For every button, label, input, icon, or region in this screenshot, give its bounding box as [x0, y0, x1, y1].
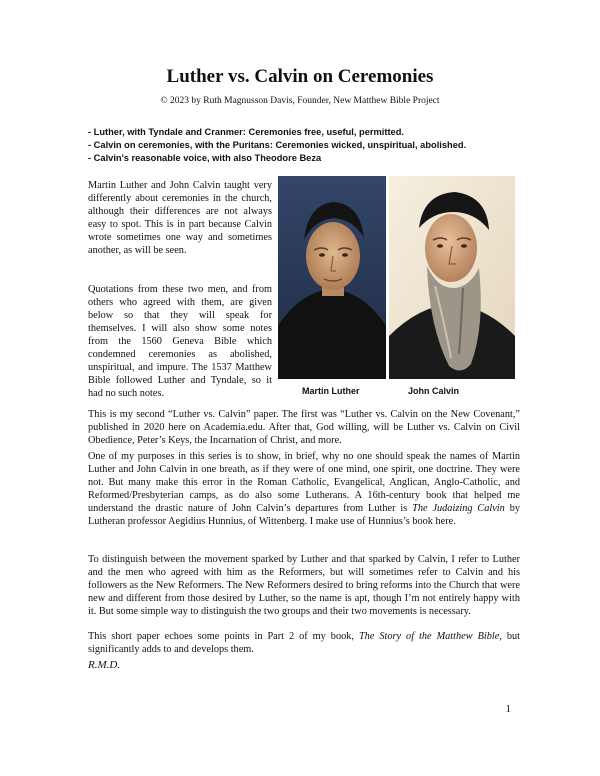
terminology-paragraph: To distinguish between the movement sparked by Luther and that sparked by Calvin, I refer to Luther and the men who agreed with him as the Reformers, but will sometimes refer to Calvin and his followers as the New Reformers. The New Reformers desired to bring reforms into the Church that were new and different from those desired by Luther, so the name is apt, though I’m not entirely happy with it. But some simple way to distinguish the two groups and their two movements is necessary. [88, 554, 520, 617]
summary-list [88, 126, 518, 165]
intro-paragraph: Martin Luther and John Calvin taught very differently about ceremonies in the church, although their differences are not always easy to spot. This is in part because Calvin wrote sometimes one way and sometimes another, as will be seen. [88, 180, 272, 256]
paper-title: Luther vs. Calvin on Ceremonies [166, 66, 434, 87]
luther-portrait [278, 176, 386, 379]
luther-portrait-image [278, 176, 386, 379]
purposes-text: One of my purposes in this series is to show, in brief, why no one should speak the names of Martin Luther and John Calvin in one breath, as if they were of one mind, one spirit, one doctrine. They were not. But many make this error in the Roman Catholic, Evangelical, Anglican, Anglo-Catholic, and Reformed/Presbyterian camps, as do also some Lutherans. A 16th-century book that helped me understand the drastic nature of John Calvin’s departures from Luther is [88, 451, 520, 514]
summary-item: - Luther, with Tyndale and Cranmer: Ceremonies free, useful, permitted. [88, 127, 404, 137]
copyright-line: © 2023 by Ruth Magnusson Davis, Founder, New Matthew Bible Project [160, 96, 440, 106]
calvin-portrait [389, 176, 515, 379]
summary-item: - Calvin on ceremonies, with the Puritans: Ceremonies wicked, unspiritual, abolished. [88, 140, 467, 150]
page-number: 1 [505, 703, 511, 715]
series-paragraph: This is my second “Luther vs. Calvin” paper. The first was “Luther vs. Calvin on the New Covenant,” published in 2020 here on Academia.edu. After that, God willing, will be Luther vs. Calvin on Civil Obedience, Peter’s Keys, the Incarnation of Christ, and more. [88, 409, 520, 446]
summary-item: - Calvin's reasonable voice, with also Theodore Beza [88, 153, 322, 163]
calvin-caption: John Calvin [408, 386, 460, 396]
quotations-paragraph: Quotations from these two men, and from others who agreed with them, are given below so that they will speak for themselves. I will also show some notes from the 1560 Geneva Bible which condemned ceremonies as abolished, unspiritual, and impure. The 1537 Matthew Bible followed Luther and Tyndale, so it had no such notes. [88, 284, 272, 399]
book-paragraph [88, 630, 520, 656]
purposes-paragraph [88, 450, 520, 528]
book-title-matthew-bible: The Story of the Matthew Bible [358, 631, 500, 642]
author-initials: R.M.D. [88, 659, 121, 671]
book-text-end: , but significantly adds to and develops them. [88, 631, 521, 655]
calvin-portrait-image [389, 176, 515, 379]
book-title-judaizing-calvin: The Judaizing Calvin [412, 503, 505, 514]
purposes-text-end: by Lutheran professor Aegidius Hunnius, of Wittenberg. I make use of Hunnius’s book here. [88, 503, 520, 527]
luther-caption: Martin Luther [302, 386, 360, 396]
book-text: This short paper echoes some points in Part 2 of my book, [88, 631, 359, 642]
